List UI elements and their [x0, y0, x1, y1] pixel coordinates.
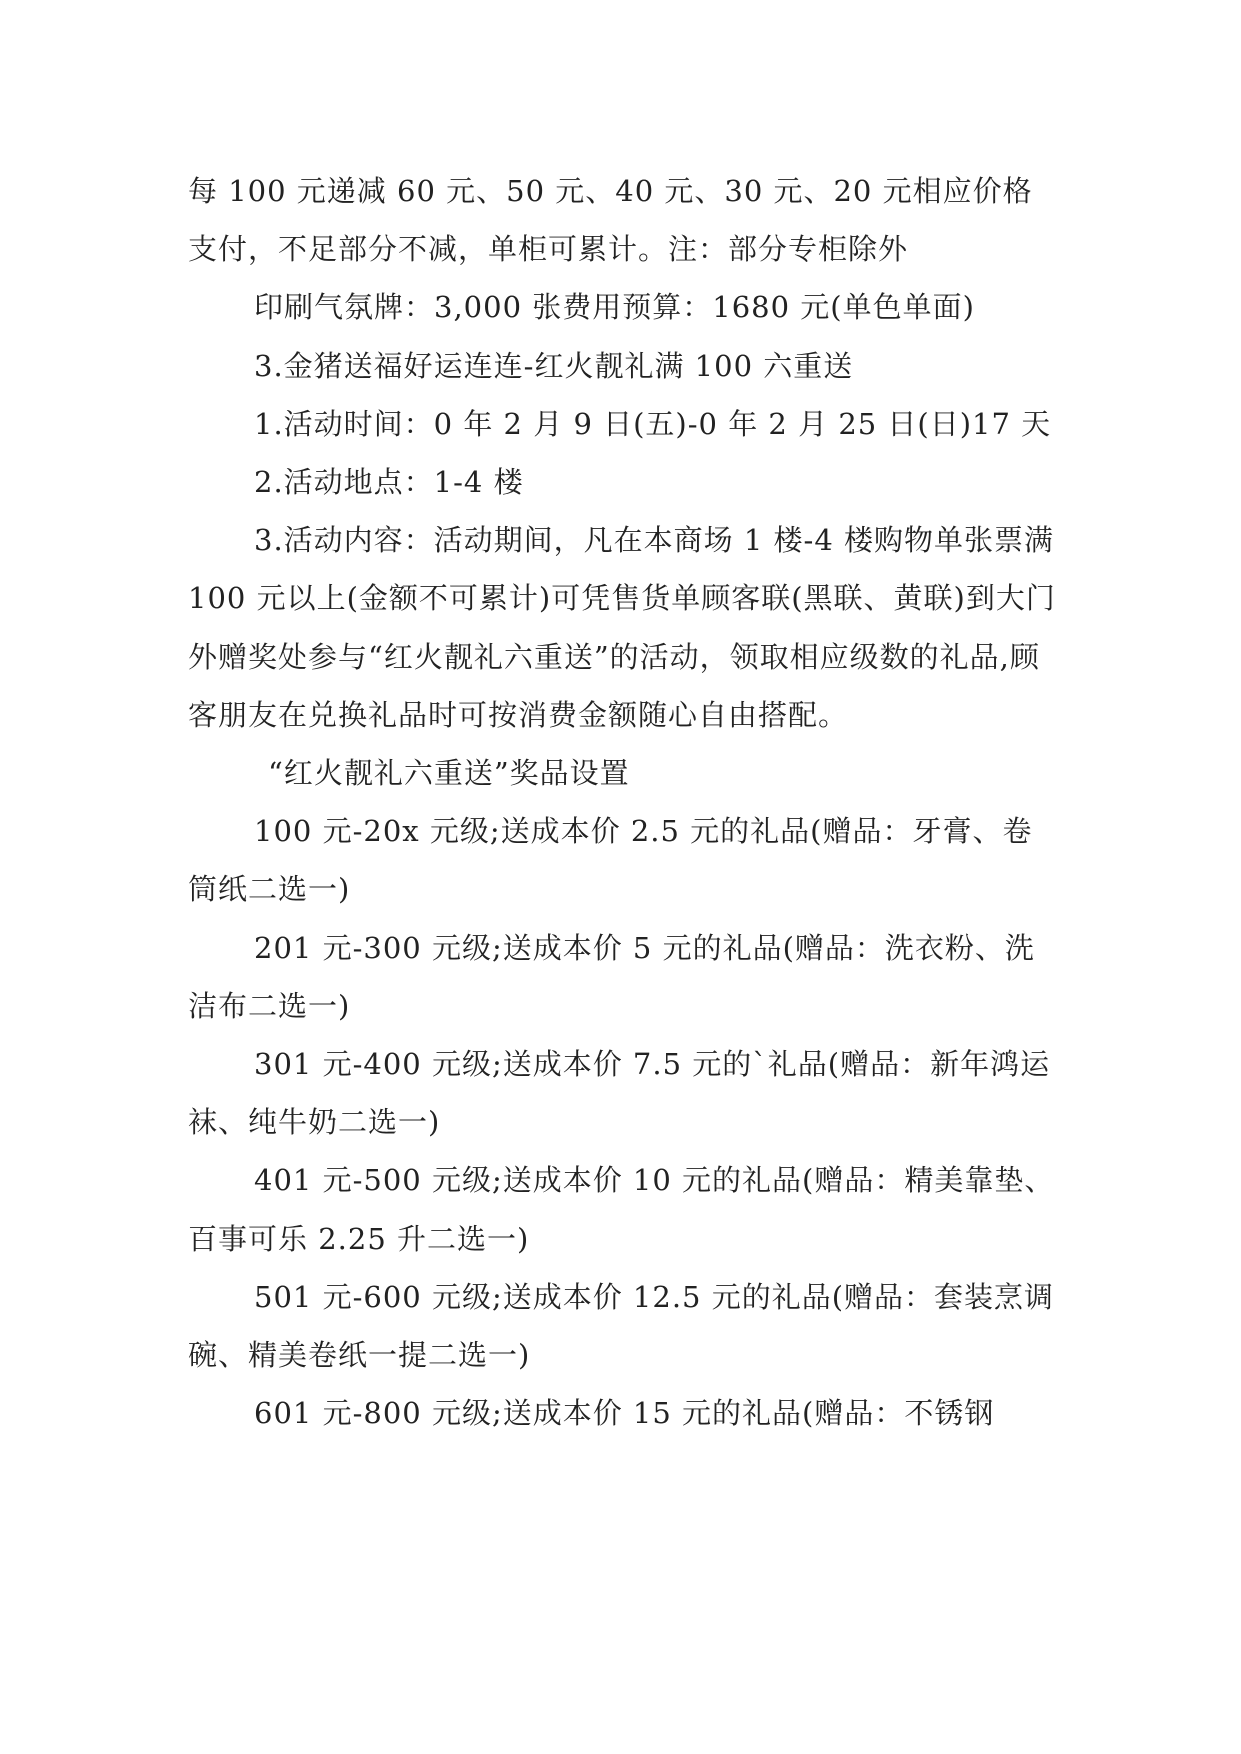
document-body — [188, 162, 1058, 1442]
paragraph-activity-time: 1.活动时间：0 年 2 月 9 日(五)-0 年 2 月 25 日(日)17 天 — [254, 406, 1052, 441]
prize-tier-2: 201 元-300 元级;送成本价 5 元的礼品(赠品：洗衣粉、洗洁布二选一) — [188, 930, 1035, 1023]
prize-settings-heading: “红火靓礼六重送”奖品设置 — [268, 756, 630, 791]
section-heading-activity-3: 3.金猪送福好运连连-红火靓礼满 100 六重送 — [254, 348, 854, 383]
paragraph-sign-budget: 印刷气氛牌：3,000 张费用预算：1680 元(单色单面) — [254, 290, 975, 325]
prize-tier-5: 501 元-600 元级;送成本价 12.5 元的礼品(赠品：套装烹调碗、精美卷纸一提二选一) — [188, 1279, 1055, 1373]
prize-tier-4: 401 元-500 元级;送成本价 10 元的礼品(赠品：精美靠垫、百事可乐 2.25 升二选一) — [188, 1163, 1055, 1256]
paragraph-activity-location: 2.活动地点：1-4 楼 — [254, 465, 524, 500]
prize-tier-1: 100 元-20x 元级;送成本价 2.5 元的礼品(赠品：牙膏、卷筒纸二选一) — [188, 814, 1033, 907]
paragraph-activity-content: 3.活动内容：活动期间，凡在本商场 1 楼-4 楼购物单张票满 100 元以上(金额不可累计)可凭售货单顾客联(黑联、黄联)到大门外赠奖处参与“红火靓礼六重送”的活动，领取相应级数的礼品,顾客朋友在兑换礼品时可按消费金额随心自由搭配。 — [188, 523, 1056, 732]
prize-tier-3: 301 元-400 元级;送成本价 7.5 元的`礼品(赠品：新年鸿运袜、纯牛奶二选一) — [188, 1047, 1051, 1140]
paragraph-discount-continuation: 每 100 元递减 60 元、50 元、40 元、30 元、20 元相应价格支付，不足部分不减，单柜可累计。注：部分专柜除外 — [188, 174, 1033, 267]
prize-tier-6: 601 元-800 元级;送成本价 15 元的礼品(赠品：不锈钢 — [254, 1396, 995, 1431]
